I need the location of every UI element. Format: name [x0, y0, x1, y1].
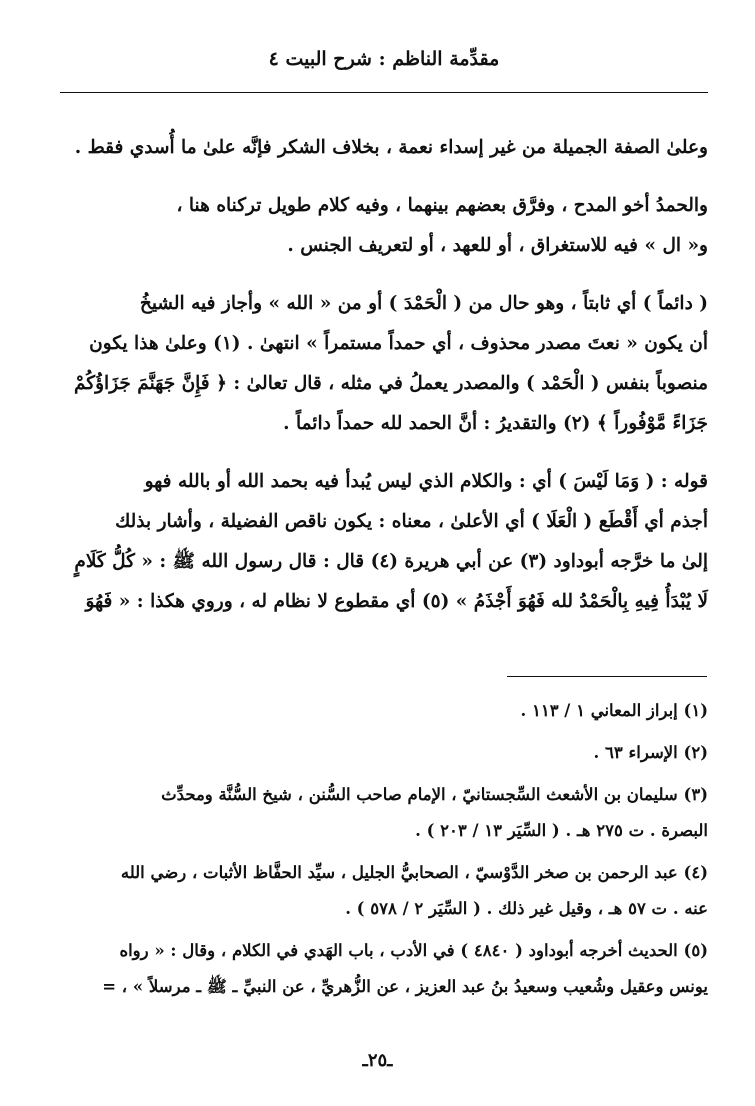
paragraph-4 [66, 462, 708, 622]
footnote-3 [60, 777, 708, 849]
footnote-1 [60, 693, 708, 729]
text-line: لَا يُبْدَأُ فِيهِ بِالْحَمْدُ لله فَهُوَ أَجْذَمُ » (٥) أي مقطوع لا نظام له ، وروي هكذا : « فَهُوَ [85, 591, 708, 612]
footnote-4 [60, 855, 708, 927]
main-text [66, 128, 708, 622]
text-line: جَزَاءً مَّوْفُوراً ﴾ (٢) والتقديرُ : أنَّ الحمد لله حمداً دائماً . [283, 413, 708, 434]
footnote-separator [507, 676, 707, 677]
text-line: وعلىٰ الصفة الجميلة من غير إسداء نعمة ، بخلاف الشكر فإنَّه علىٰ ما أُسدي فقط . [74, 137, 708, 158]
page-number: ـ٢٥ـ [362, 1050, 393, 1071]
footnote-line: (٥) الحديث أخرجه أبوداود ( ٤٨٤٠ ) في الأدب ، باب الهَدي في الكلام ، وقال : « رواه [119, 941, 708, 960]
running-header: مقدِّمة الناظم : شرح البيت ٤ [268, 48, 500, 70]
text-line: إلىٰ ما خرَّجه أبوداود (٣) عن أبي هريرة (٤) قال : قال رسول الله ﷺ : « كُلُّ كَلَامٍ [74, 551, 708, 572]
footnote-line: يونس وعقيل وشُعيب وسعيدُ بنُ عبد العزيز ، عن الزُّهريِّ ، عن النبيِّ ـ ﷺ ـ مرسلاً » ، = [102, 977, 708, 996]
footnote-line: البصرة . ت ٢٧٥ هـ . ( السِّيَر ١٣ / ٢٠٣ ) . [415, 821, 708, 840]
footnote-line: (١) إبراز المعاني ١ / ١١٣ . [520, 701, 708, 720]
text-line: أن يكون « نعتَ مصدر محذوف ، أي حمداً مستمراً » انتهىٰ . (١) وعلىٰ هذا يكون [89, 333, 708, 354]
text-line: أجذم أي أَقْطَع ( الْعَلَا ) أي الأعلىٰ ، معناه : يكون ناقص الفضيلة ، وأشار بذلك [115, 511, 708, 532]
footnote-line: (٣) سليمان بن الأشعث السِّجستانيّ ، الإمام صاحب السُّنن ، شيخ السُّنَّة ومحدِّث [161, 785, 708, 804]
text-line: قوله : ( وَمَا لَيْسَ ) أي : والكلام الذي ليس يُبدأ فيه بحمد الله أو بالله فهو [144, 471, 708, 492]
text-line: منصوباً بنفس ( الْحَمْد ) والمصدر يعملُ في مثله ، قال تعالىٰ : ﴿ فَإِنَّ جَهَنَّمَ جَزَاؤُكُمْ [74, 373, 708, 394]
header-rule [60, 92, 708, 93]
footnote-line: (٤) عبد الرحمن بن صخر الدَّوْسيّ ، الصحابيُّ الجليل ، سيِّد الحفَّاظ الأثبات ، رضي الله [120, 863, 708, 882]
footnote-line: عنه . ت ٥٧ هـ ، وقيل غير ذلك . ( السِّيَر ٢ / ٥٧٨ ) . [345, 899, 708, 918]
text-line: و« ال » فيه للاستغراق ، أو للعهد ، أو لتعريف الجنس . [287, 235, 708, 256]
text-line: والحمدُ أخو المدح ، وفرَّق بعضهم بينهما ، وفيه كلام طويل تركناه هنا ، [176, 195, 708, 216]
footnote-2 [60, 735, 708, 771]
paragraph-1 [66, 128, 708, 168]
paragraph-2 [66, 186, 708, 266]
footnote-line: (٢) الإسراء ٦٣ . [593, 743, 708, 762]
footnotes [60, 693, 708, 1005]
text-line: ( دائماً ) أي ثابتاً ، وهو حال من ( الْحَمْدَ ) أو من « الله » وأجاز فيه الشيخُ [139, 293, 708, 314]
footnote-5 [60, 933, 708, 1005]
paragraph-3 [66, 284, 708, 444]
